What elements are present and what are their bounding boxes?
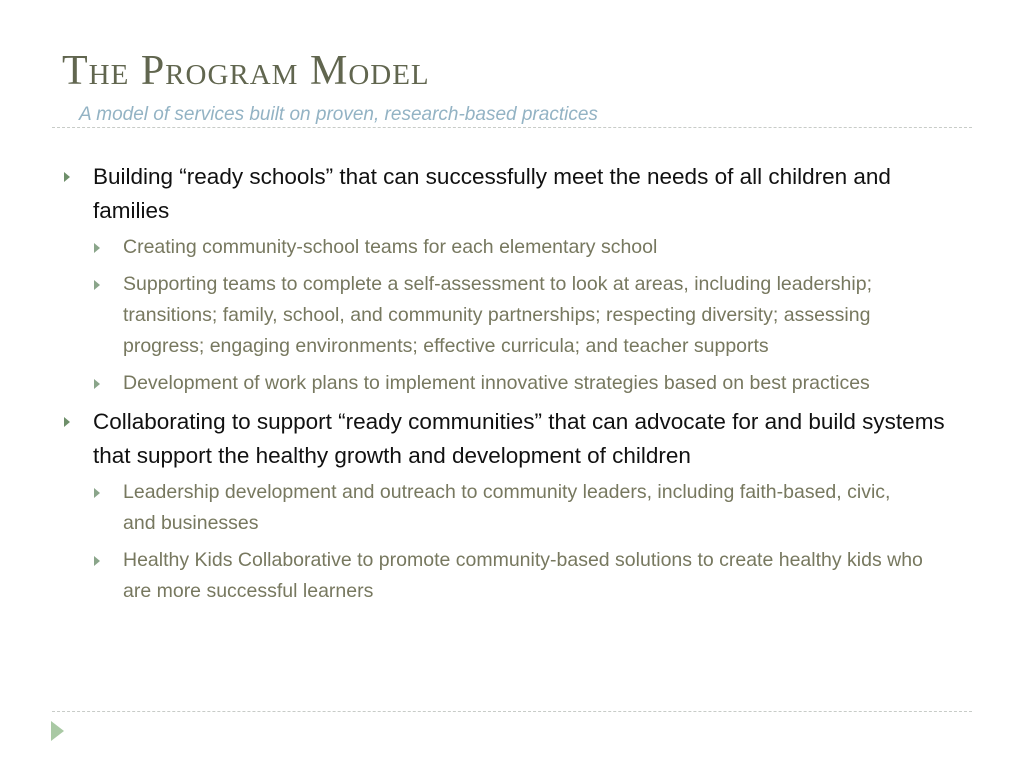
bullet-level2 — [62, 545, 972, 607]
footer-divider — [52, 711, 972, 712]
footer-arrow-icon — [51, 721, 64, 741]
bullet-arrow-icon — [64, 417, 70, 427]
bullet-text: Healthy Kids Collaborative to promote community-based solutions to create healthy kids who are more successful learners — [123, 549, 923, 602]
bullet-level2 — [62, 232, 972, 263]
bullet-level1 — [62, 160, 972, 228]
bullet-arrow-icon — [64, 172, 70, 182]
bullet-text: Leadership development and outreach to community leaders, including faith-based, civic, and businesses — [123, 481, 891, 534]
bullet-arrow-icon — [94, 243, 100, 253]
bullet-arrow-icon — [94, 556, 100, 566]
bullet-arrow-icon — [94, 379, 100, 389]
bullet-level2 — [62, 477, 972, 539]
bullet-text: Creating community-school teams for each elementary school — [123, 236, 658, 258]
bullet-text: Building “ready schools” that can successfully meet the needs of all children and families — [93, 164, 891, 223]
bullet-level2 — [62, 368, 972, 399]
bullet-arrow-icon — [94, 280, 100, 290]
slide-title: The Program Model — [62, 48, 430, 94]
bullet-text: Supporting teams to complete a self-assessment to look at areas, including leadership; transitions; family, school, and community partnerships; respecting diversity; assessing progress; engaging environments; effective curricula; and teacher supports — [123, 273, 872, 357]
header-divider — [52, 127, 972, 128]
bullet-arrow-icon — [94, 488, 100, 498]
bullet-level2 — [62, 269, 972, 362]
slide-subtitle: A model of services built on proven, research-based practices — [79, 104, 598, 125]
bullet-level1 — [62, 405, 972, 473]
slide-content — [62, 160, 972, 613]
bullet-text: Development of work plans to implement innovative strategies based on best practices — [123, 372, 870, 394]
bullet-text: Collaborating to support “ready communities” that can advocate for and build systems that support the healthy growth and development of children — [93, 409, 945, 468]
